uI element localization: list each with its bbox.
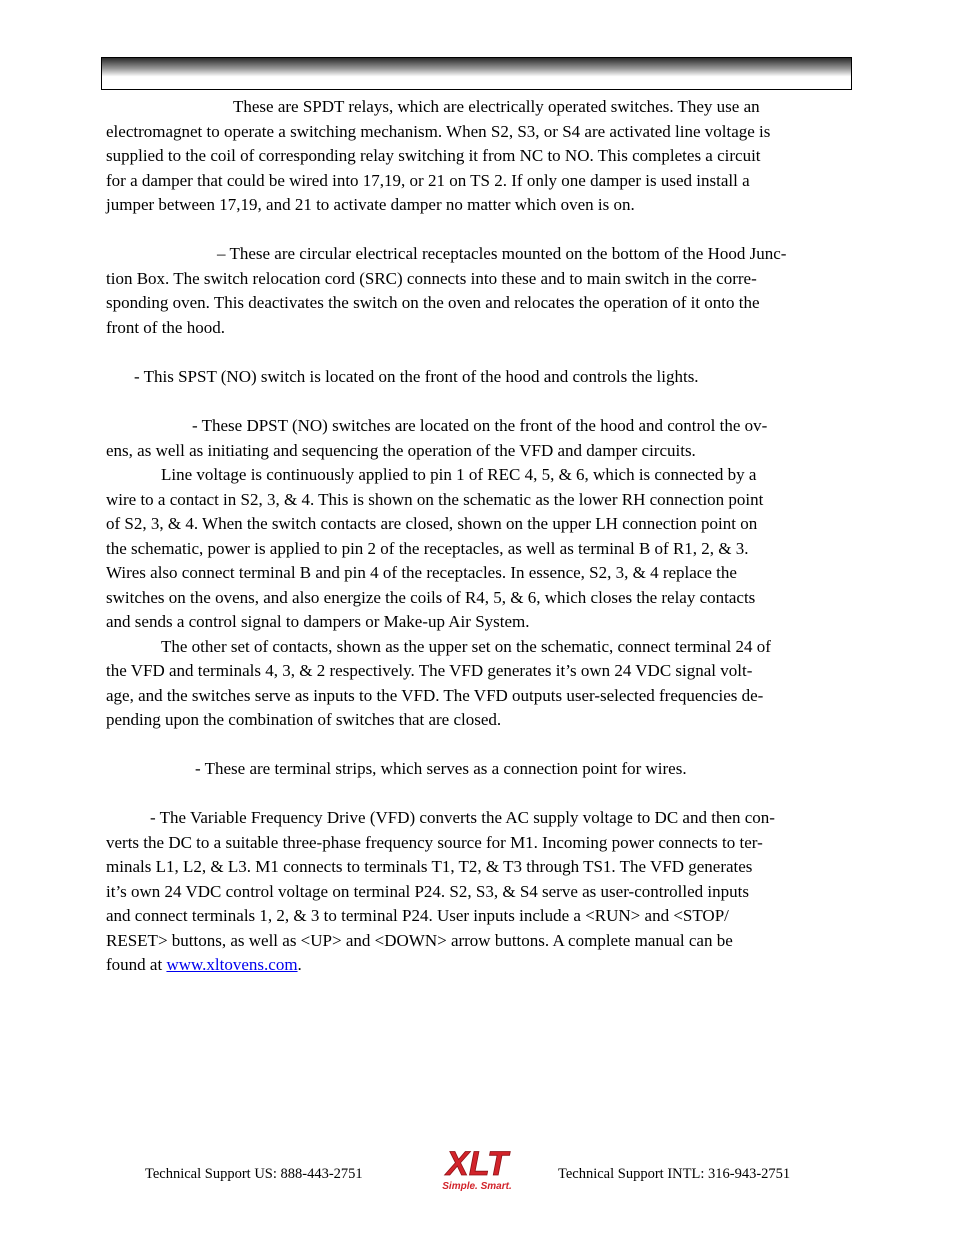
xltovens-website-link[interactable]: www.xltovens.com	[166, 955, 298, 974]
vfd-text-line-1: - The Variable Frequency Drive (VFD) converts the AC supply voltage to DC and then con-	[150, 808, 775, 827]
oven-switches-text-line-4: wire to a contact in S2, 3, & 4. This is shown on the schematic as the lower RH connection point	[106, 490, 764, 509]
relays-text-line-3: supplied to the coil of corresponding relay switching it from NC to NO. This completes a circuit	[106, 146, 761, 165]
relays-text-line-4: for a damper that could be wired into 17,19, or 21 on TS 2. If only one damper is used install a	[106, 171, 750, 190]
oven-switches-text-line-13: pending upon the combination of switches that are closed.	[106, 710, 502, 729]
vfd-text-line-2: verts the DC to a suitable three-phase frequency source for M1. Incoming power connects to ter-	[106, 833, 763, 852]
vfd-text-line-7	[106, 954, 302, 976]
logo-wordmark: XLT	[446, 1145, 508, 1183]
oven-switches-text-line-1: - These DPST (NO) switches are located on the front of the hood and control the ov-	[192, 416, 768, 435]
vfd-text-line-5: and connect terminals 1, 2, & 3 to terminal P24. User inputs include a <RUN> and <STOP/	[106, 906, 729, 925]
receptacles-text-line-3: sponding oven. This deactivates the switch on the oven and relocates the operation of it onto the	[106, 293, 760, 312]
oven-switches-text-line-10: The other set of contacts, shown as the upper set on the schematic, connect terminal 24 of	[161, 637, 771, 656]
oven-switches-text-line-2: ens, as well as initiating and sequencing the operation of the VFD and damper circuits.	[106, 441, 696, 460]
relays-text-line-5: jumper between 17,19, and 21 to activate damper no matter which oven is on.	[106, 195, 635, 214]
oven-switches-text-line-11: the VFD and terminals 4, 3, & 2 respectively. The VFD generates it’s own 24 VDC signal volt-	[106, 661, 753, 680]
vfd-text-line-6: RESET> buttons, as well as <UP> and <DOWN> arrow buttons. A complete manual can be	[106, 931, 733, 950]
oven-switches-text-line-8: switches on the ovens, and also energize the coils of R4, 5, & 6, which closes the relay contacts	[106, 588, 756, 607]
light-switch-text: - This SPST (NO) switch is located on the front of the hood and controls the lights.	[134, 367, 699, 386]
tech-support-us: Technical Support US: 888-443-2751	[145, 1166, 363, 1182]
section-header-bar	[101, 57, 852, 90]
logo-tagline: Simple. Smart.	[442, 1181, 512, 1192]
vfd-text-line-3: minals L1, L2, & L3. M1 connects to terminals T1, T2, & T3 through TS1. The VFD generates	[106, 857, 753, 876]
receptacles-text-line-2: tion Box. The switch relocation cord (SRC) connects into these and to main switch in the corre-	[106, 269, 757, 288]
vfd-text-line-7-lead: found at	[106, 955, 167, 974]
xlt-logo	[428, 1143, 526, 1193]
link-trailing-period: .	[297, 955, 302, 974]
receptacles-text-line-1: – These are circular electrical receptacles mounted on the bottom of the Hood Junc-	[217, 244, 787, 263]
oven-switches-text-line-6: the schematic, power is applied to pin 2 of the receptacles, as well as terminal B of R1, 2, & 3.	[106, 539, 749, 558]
oven-switches-text-line-7: Wires also connect terminal B and pin 4 of the receptacles. In essence, S2, 3, & 4 replace the	[106, 563, 737, 582]
oven-switches-text-line-12: age, and the switches serve as inputs to the VFD. The VFD outputs user-selected frequencies de-	[106, 686, 764, 705]
oven-switches-text-line-9: and sends a control signal to dampers or Make-up Air System.	[106, 612, 530, 631]
relays-text-line-1: These are SPDT relays, which are electrically operated switches. They use an	[233, 97, 760, 116]
receptacles-text-line-4: front of the hood.	[106, 318, 225, 337]
tech-support-intl: Technical Support INTL: 316-943-2751	[558, 1166, 791, 1182]
terminal-strips-text: - These are terminal strips, which serves as a connection point for wires.	[195, 759, 687, 778]
oven-switches-text-line-3: Line voltage is continuously applied to pin 1 of REC 4, 5, & 6, which is connected by a	[161, 465, 757, 484]
relays-text-line-2: electromagnet to operate a switching mechanism. When S2, S3, or S4 are activated line voltage is	[106, 122, 771, 141]
vfd-text-line-4: it’s own 24 VDC control voltage on terminal P24. S2, S3, & S4 serve as user-controlled inputs	[106, 882, 749, 901]
oven-switches-text-line-5: of S2, 3, & 4. When the switch contacts are closed, shown on the upper LH connection point on	[106, 514, 758, 533]
